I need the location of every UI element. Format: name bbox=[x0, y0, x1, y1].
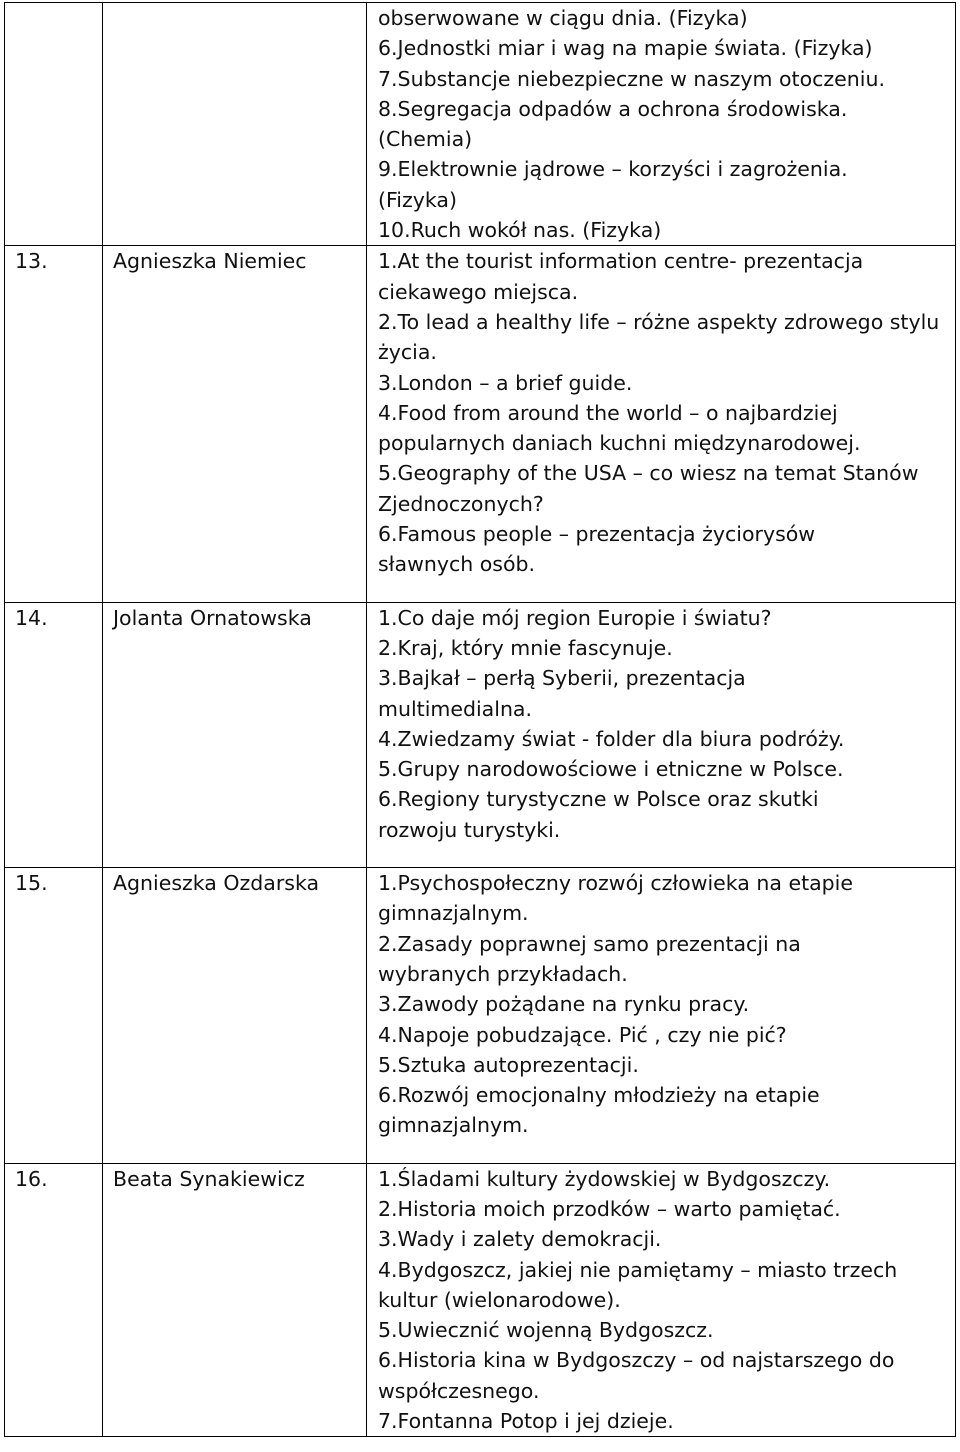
topic-item: 8.Segregacja odpadów a ochrona środowiska. (Chemia) bbox=[378, 96, 848, 152]
row-number bbox=[5, 3, 103, 246]
table-row bbox=[5, 246, 956, 602]
topic-item: 6.Historia kina w Bydgoszczy – od najstarszego do współczesnego. bbox=[378, 1348, 895, 1403]
topic-item: 3.Bajkał – perłą Syberii, prezentacja multimedialna. bbox=[378, 666, 746, 721]
row-number: 14. bbox=[5, 602, 103, 867]
topic-item: 1.Psychospołeczny rozwój człowieka na etapie gimnazjalnym. bbox=[378, 871, 853, 926]
topics-list bbox=[367, 3, 956, 246]
topic-item: 10.Ruch wokół nas. (Fizyka) bbox=[378, 218, 662, 243]
topic-item: 1.Co daje mój region Europie i światu? bbox=[378, 605, 772, 630]
topic-item: 6.Regiony turystyczne w Polsce oraz skutki rozwoju turystyki. bbox=[378, 787, 819, 842]
row-number: 16. bbox=[5, 1163, 103, 1437]
topic-item: 2.Kraj, który mnie fascynuje. bbox=[378, 635, 673, 660]
row-number: 13. bbox=[5, 246, 103, 602]
topics-list bbox=[367, 1163, 956, 1437]
teacher-name: Jolanta Ornatowska bbox=[103, 602, 367, 867]
table-row bbox=[5, 1163, 956, 1437]
topic-item: 4.Napoje pobudzające. Pić , czy nie pić? bbox=[378, 1022, 787, 1047]
topic-item: 6.Famous people – prezentacja życiorysów sławnych osób. bbox=[378, 522, 816, 577]
topic-item: 3.London – a brief guide. bbox=[378, 370, 633, 395]
teacher-name: Agnieszka Ozdarska bbox=[103, 868, 367, 1164]
topics-table bbox=[4, 2, 956, 1437]
topic-item: 7.Substancje niebezpieczne w naszym otoczeniu. bbox=[378, 66, 885, 91]
topic-item: 5.Geography of the USA – co wiesz na temat Stanów Zjednoczonych? bbox=[378, 461, 919, 516]
topic-item: 2.Zasady poprawnej samo prezentacji na wybranych przykładach. bbox=[378, 931, 801, 986]
topic-item: 4.Zwiedzamy świat - folder dla biura podróży. bbox=[378, 726, 845, 751]
topic-item: 6.Jednostki miar i wag na mapie świata. (Fizyka) bbox=[378, 36, 873, 61]
topic-item: 1.At the tourist information centre- prezentacja ciekawego miejsca. bbox=[378, 249, 864, 304]
table-row bbox=[5, 3, 956, 246]
topic-item: obserwowane w ciągu dnia. (Fizyka) bbox=[378, 6, 748, 30]
topic-item: 9.Elektrownie jądrowe – korzyści i zagrożenia. (Fizyka) bbox=[378, 157, 848, 212]
topics-list bbox=[367, 602, 956, 867]
topic-item: 5.Sztuka autoprezentacji. bbox=[378, 1052, 639, 1077]
topics-list bbox=[367, 246, 956, 602]
teacher-name: Beata Synakiewicz bbox=[103, 1163, 367, 1437]
topic-item: 2.To lead a healthy life – różne aspekty zdrowego stylu życia. bbox=[378, 309, 940, 365]
row-number: 15. bbox=[5, 868, 103, 1164]
topic-item: 3.Wady i zalety demokracji. bbox=[378, 1227, 662, 1252]
table-row bbox=[5, 868, 956, 1164]
topic-item: 6.Rozwój emocjonalny młodzieży na etapie gimnazjalnym. bbox=[378, 1083, 820, 1138]
topic-item: 5.Grupy narodowościowe i etniczne w Polsce. bbox=[378, 757, 844, 782]
topics-list bbox=[367, 868, 956, 1164]
topic-item: 5.Uwiecznić wojenną Bydgoszcz. bbox=[378, 1318, 714, 1343]
topic-item: 1.Śladami kultury żydowskiej w Bydgoszczy. bbox=[378, 1166, 831, 1191]
teacher-name bbox=[103, 3, 367, 246]
topic-item: 4.Food from around the world – o najbardziej popularnych daniach kuchni międzynarodowej. bbox=[378, 400, 861, 456]
topic-item: 4.Bydgoszcz, jakiej nie pamiętamy – miasto trzech kultur (wielonarodowe). bbox=[378, 1257, 898, 1312]
topic-item: 3.Zawody pożądane na rynku pracy. bbox=[378, 992, 750, 1017]
topic-item: 2.Historia moich przodków – warto pamiętać. bbox=[378, 1196, 841, 1221]
topic-item: 7.Fontanna Potop i jej dzieje. bbox=[378, 1409, 674, 1434]
table-row bbox=[5, 602, 956, 867]
teacher-name: Agnieszka Niemiec bbox=[103, 246, 367, 602]
